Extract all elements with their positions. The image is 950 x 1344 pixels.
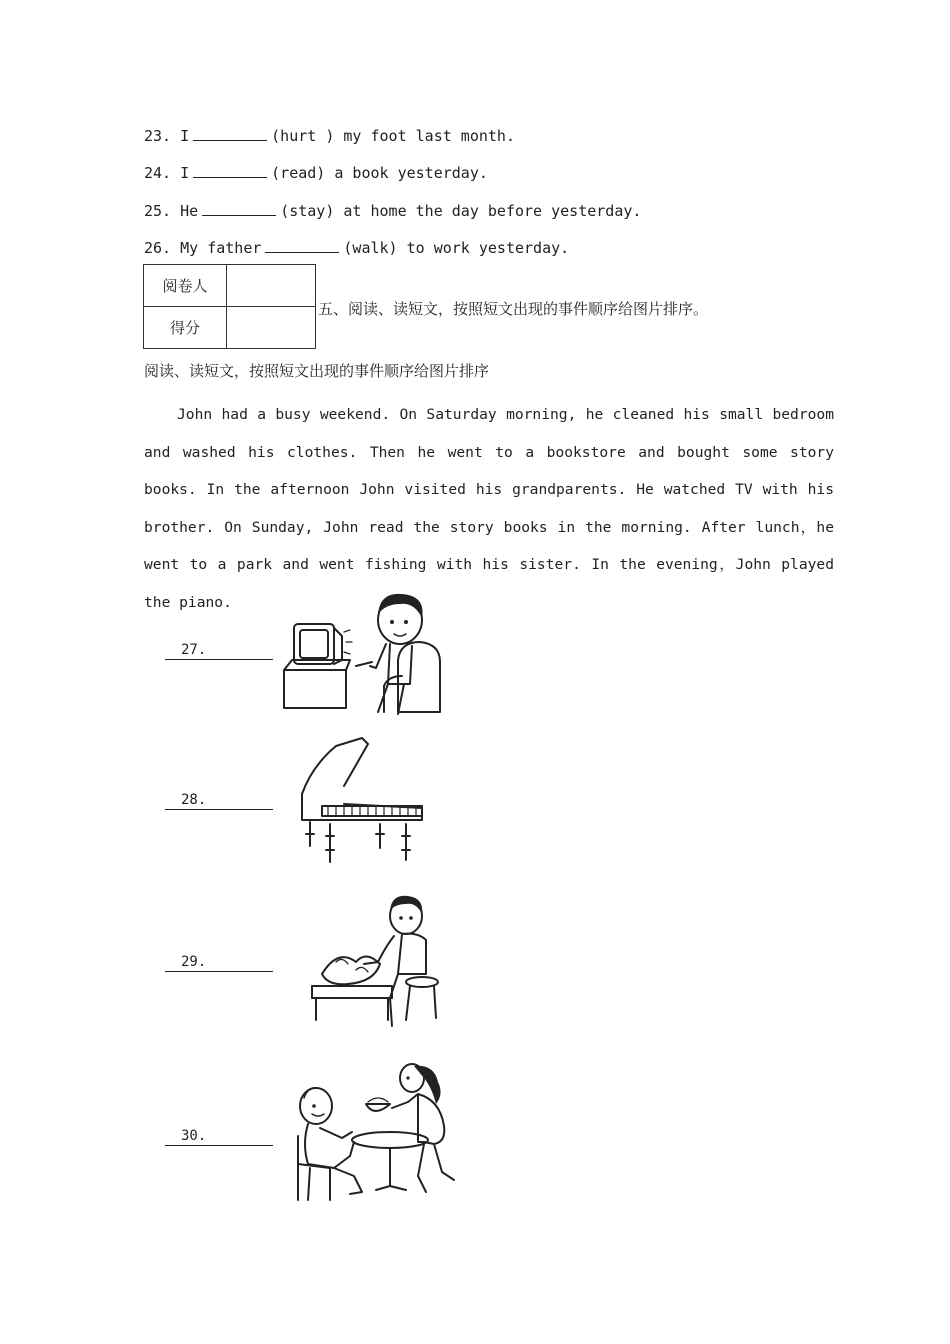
- visiting-grandparents-picture: [294, 1064, 462, 1204]
- boy-washing-clothes-picture: [308, 890, 442, 1034]
- instruction: 阅读、读短文，按照短文出现的事件顺序给图片排序: [144, 362, 490, 380]
- answer-blank[interactable]: [265, 238, 339, 253]
- answer-blank[interactable]: [193, 163, 267, 178]
- reading-passage: John had a busy weekend. On Saturday morning, he cleaned his small bedroom and washed his clothes. Then he went to a bookstore and bought some story books. In the afternoon John visited his grandparents. He watched TV with his brother. On Sunday, John read the story books in the morning. After lunch，he went to a park and went fishing with his sister. In the evening，John played the piano.: [144, 406, 834, 611]
- answer-blank[interactable]: [202, 201, 276, 216]
- answer-30[interactable]: 30.: [165, 1128, 273, 1146]
- answer-blank[interactable]: [193, 126, 267, 141]
- answer-27[interactable]: 27.: [165, 642, 273, 660]
- score-cell[interactable]: [227, 307, 316, 349]
- section-title: 五、阅读、读短文，按照短文出现的事件顺序给图片排序。: [318, 300, 709, 318]
- score-label: 得分: [144, 307, 227, 349]
- question-24: 24. I (read) a book yesterday.: [144, 164, 488, 182]
- answer-29[interactable]: 29.: [165, 954, 273, 972]
- boy-watching-tv-picture: [280, 588, 450, 718]
- question-26: 26. My father (walk) to work yesterday.: [144, 239, 570, 257]
- reviewer-label: 阅卷人: [144, 265, 227, 307]
- question-23: 23. I (hurt ) my foot last month.: [144, 127, 515, 145]
- piano-picture: [292, 736, 432, 868]
- question-25: 25. He (stay) at home the day before yesterday.: [144, 202, 642, 220]
- answer-28[interactable]: 28.: [165, 792, 273, 810]
- reviewer-cell[interactable]: [227, 265, 316, 307]
- score-table: [143, 264, 316, 349]
